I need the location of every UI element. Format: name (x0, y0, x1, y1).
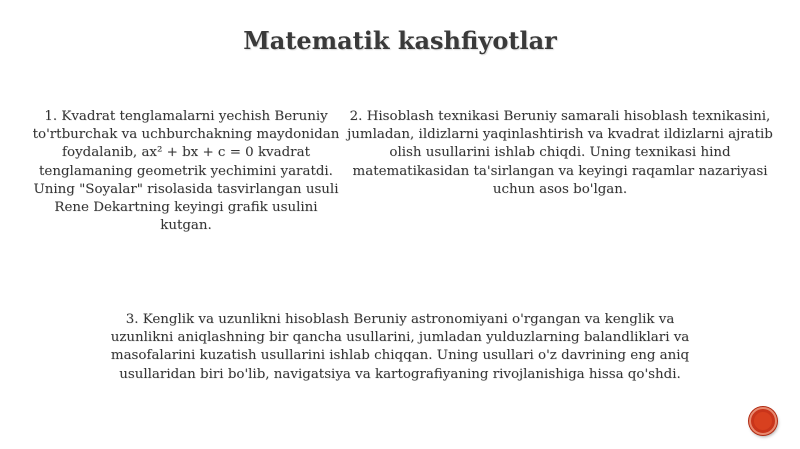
slide-title: Matematik kashfiyotlar (243, 26, 557, 55)
paragraph-quadratic-equations: 1. Kvadrat tenglamalarni yechish Beruniy to'rtburchak va uchburchakning maydonidan foydalanib, ax² + bx + c = 0 kvadrat tenglamaning geometrik yechimini yaratdi. Uning "Soyalar" risolasida tasvirlangan usuli Rene Dekartning keyingi grafik usulini kutgan. (32, 109, 340, 234)
circle-nav-icon[interactable] (749, 407, 777, 435)
paragraph-latitude-longitude: 3. Kenglik va uzunlikni hisoblash Beruniy astronomiyani o'rgangan va kenglik va uzunlikni aniqlashning bir qancha usullarini, jumladan yulduzlarning balandliklari va masofalarini kuzatish usullarini ishlab chiqqan. Uning usullari o'z davrining eng aniq usullaridan biri bo'lib, navigatsiya va kartografiyaning rivojlanishiga hissa qo'shdi. (110, 312, 690, 382)
paragraph-calculation-technique: 2. Hisoblash texnikasi Beruniy samarali hisoblash texnikasini, jumladan, ildizlarni yaqinlashtirish va kvadrat ildizlarni ajratib olish usullarini ishlab chiqdi. Uning texnikasi hind matematikasidan ta'sirlangan va keyingi raqamlar nazariyasi uchun asos bo'lgan. (347, 109, 773, 197)
circle-nav-icon-inner (754, 412, 772, 430)
